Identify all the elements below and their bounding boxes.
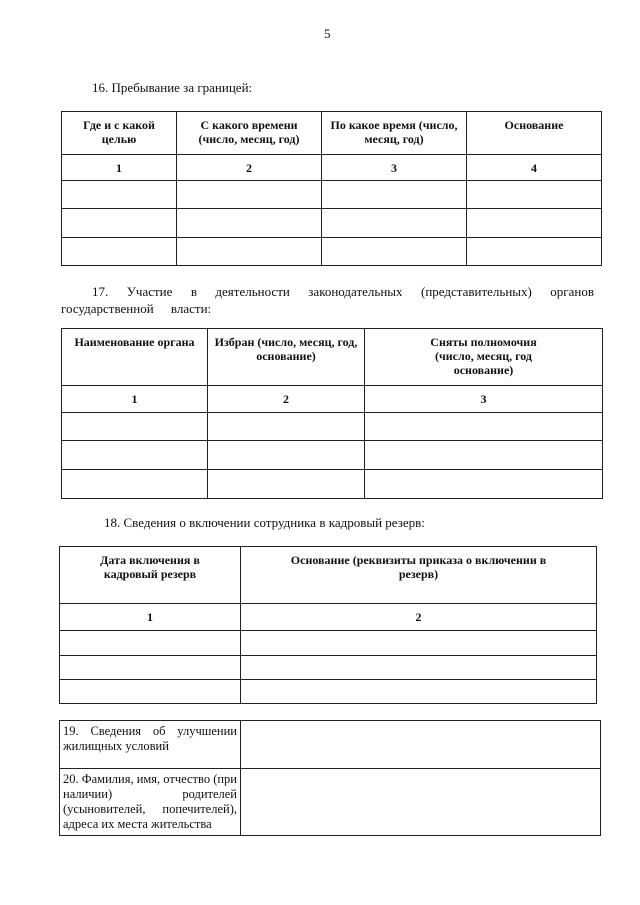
cell[interactable] [467,209,602,238]
header-cell: Где и с какой целью [62,112,177,155]
column-number: 2 [241,604,597,631]
table-row [62,209,602,238]
housing-improvement-label: 19. Сведения об улучшении жилищных условий [60,721,241,769]
additional-info-table [59,720,601,836]
cell[interactable] [60,631,241,656]
parents-info-label: 20. Фамилия, имя, отчество (при наличии) родителей (усыновителей, попечителей), адреса их места жительства [60,769,241,836]
table-row [62,181,602,209]
header-cell: Наименование органа [62,329,208,386]
cell[interactable] [60,680,241,704]
housing-improvement-value[interactable] [241,721,601,769]
table-row [62,238,602,266]
cell[interactable] [241,680,597,704]
abroad-stay-table [61,111,602,266]
header-cell: Избран (число, месяц, год, основание) [208,329,365,386]
cell[interactable] [322,181,467,209]
table-row [62,470,603,499]
column-number: 1 [62,155,177,181]
cell[interactable] [177,181,322,209]
cell[interactable] [177,209,322,238]
cell[interactable] [208,470,365,499]
column-number: 1 [62,386,208,413]
table-row [60,656,597,680]
header-cell: С какого времени (число, месяц, год) [177,112,322,155]
cell[interactable] [208,413,365,441]
table-row [60,680,597,704]
header-cell: Дата включения в кадровый резерв [60,547,241,604]
cell[interactable] [241,656,597,680]
page-number: 5 [324,26,331,41]
cell[interactable] [62,181,177,209]
cell[interactable] [62,441,208,470]
header-cell: По какое время (число, месяц, год) [322,112,467,155]
cell[interactable] [365,441,603,470]
column-number: 3 [365,386,603,413]
cell[interactable] [62,470,208,499]
column-number: 4 [467,155,602,181]
table-row [62,413,603,441]
column-number: 1 [60,604,241,631]
table-row [60,631,597,656]
column-number: 3 [322,155,467,181]
cell[interactable] [62,238,177,266]
cell[interactable] [365,413,603,441]
cell[interactable] [62,413,208,441]
personnel-reserve-table [59,546,597,704]
column-number: 2 [177,155,322,181]
header-cell: Основание (реквизиты приказа о включении в резерв) [241,547,597,604]
section-16-title: 16. Пребывание за границей: [92,80,253,95]
table-row [62,441,603,470]
cell[interactable] [322,238,467,266]
cell[interactable] [60,656,241,680]
legislative-bodies-table [61,328,603,499]
section-18-title: 18. Сведения о включении сотрудника в кадровый резерв: [104,515,425,530]
cell[interactable] [208,441,365,470]
cell[interactable] [241,631,597,656]
header-cell: Сняты полномочия (число, месяц, год основание) [365,329,603,386]
cell[interactable] [322,209,467,238]
cell[interactable] [62,209,177,238]
cell[interactable] [467,181,602,209]
cell[interactable] [177,238,322,266]
cell[interactable] [467,238,602,266]
parents-info-value[interactable] [241,769,601,836]
section-17-title: 17. Участие в деятельности законодательных (представительных) органов государственной власти: [61,284,594,316]
header-cell: Основание [467,112,602,155]
cell[interactable] [365,470,603,499]
column-number: 2 [208,386,365,413]
